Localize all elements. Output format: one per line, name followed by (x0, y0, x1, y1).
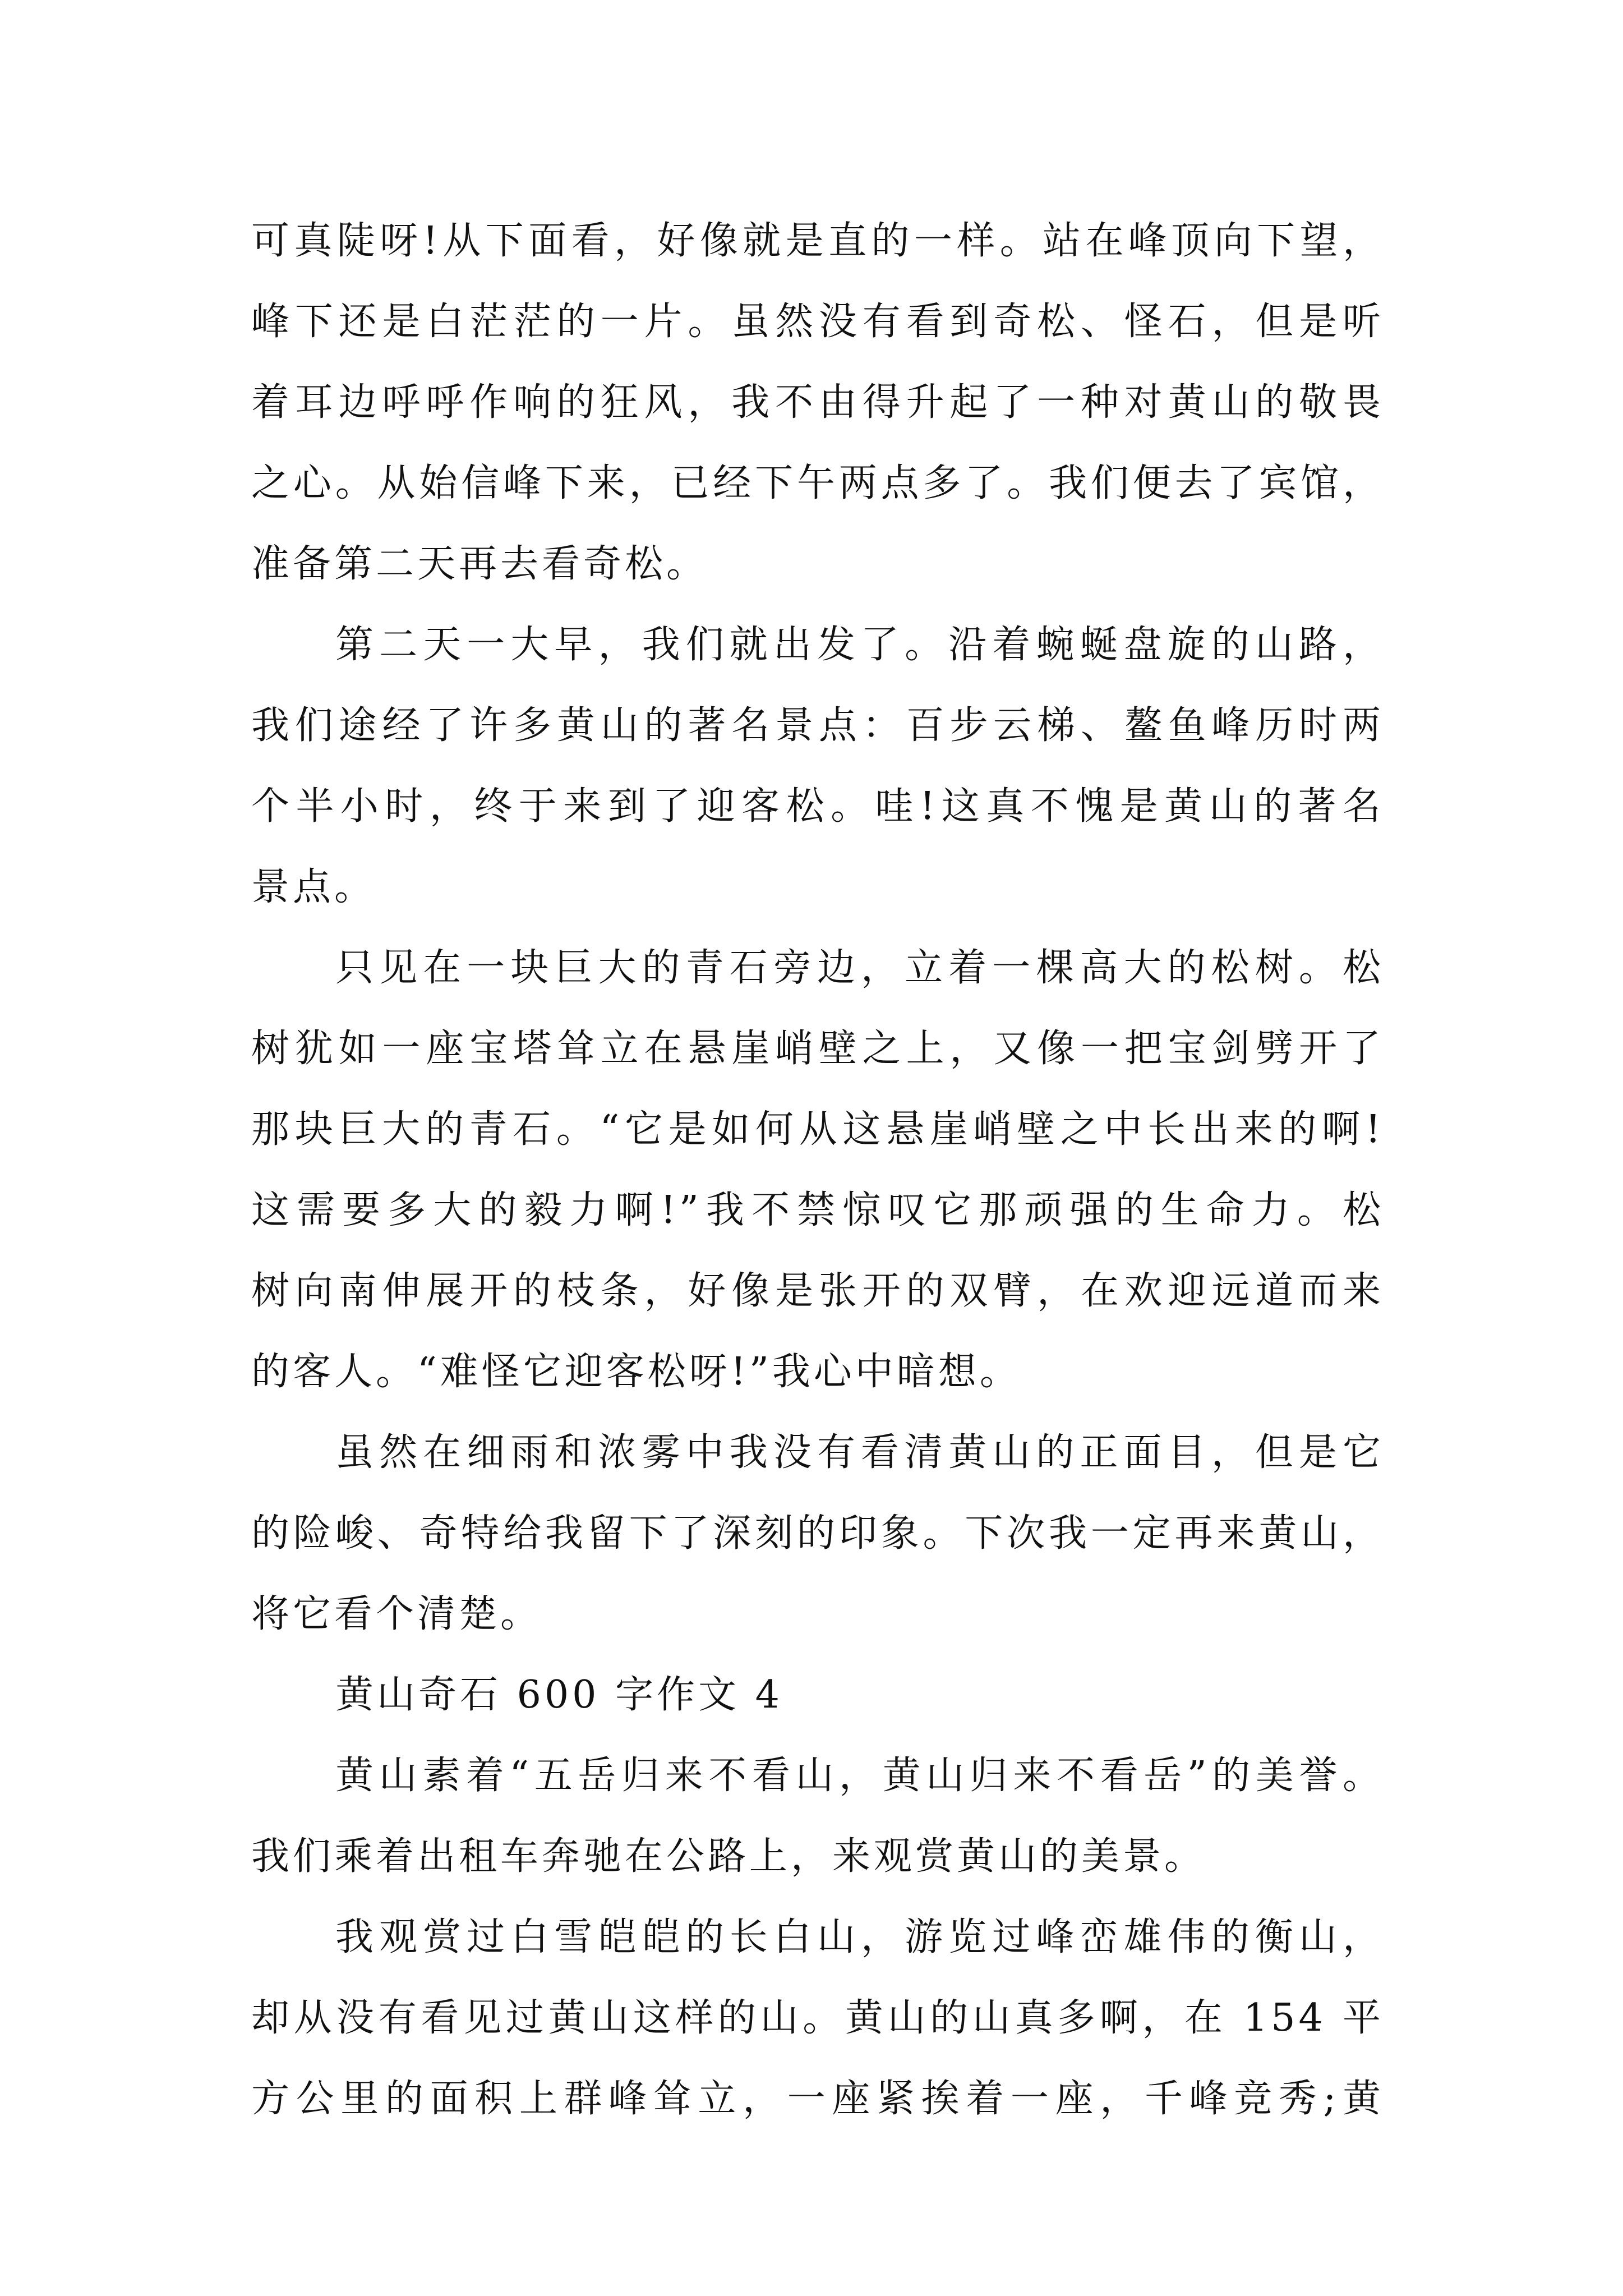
section-heading: 黄山奇石 600 字作文 4 (335, 1673, 783, 1717)
text-line: 将它看个清楚。 (251, 1592, 542, 1636)
text-line: 这需要多大的毅力啊!”我不禁惊叹它那顽强的生命力。松 (251, 1188, 1384, 1232)
document-body (251, 201, 1384, 2139)
text-line: 树向南伸展开的枝条，好像是张开的双臂，在欢迎远道而来 (251, 1269, 1384, 1313)
paragraph-start-line: 只见在一块巨大的青石旁边，立着一棵高大的松树。松 (335, 946, 1384, 990)
text-line: 峰下还是白茫茫的一片。虽然没有看到奇松、怪石，但是听 (251, 300, 1384, 344)
text-line: 可真陡呀!从下面看，好像就是直的一样。站在峰顶向下望， (251, 219, 1384, 263)
text-line: 方公里的面积上群峰耸立，一座紧挨着一座，千峰竞秀;黄 (251, 2077, 1384, 2121)
paragraph-start-line: 我观赏过白雪皑皑的长白山，游览过峰峦雄伟的衡山， (335, 1915, 1384, 1959)
paragraph-start-line: 虽然在细雨和浓雾中我没有看清黄山的正面目，但是它 (335, 1430, 1384, 1475)
text-line: 我们途经了许多黄山的著名景点：百步云梯、鳌鱼峰历时两 (251, 703, 1384, 748)
text-line: 的险峻、奇特给我留下了深刻的印象。下次我一定再来黄山， (251, 1511, 1384, 1556)
text-line: 个半小时，终于来到了迎客松。哇!这真不愧是黄山的著名 (251, 784, 1384, 829)
text-line: 树犹如一座宝塔耸立在悬崖峭壁之上，又像一把宝剑劈开了 (251, 1027, 1384, 1071)
text-line: 景点。 (251, 865, 376, 909)
text-line: 之心。从始信峰下来，已经下午两点多了。我们便去了宾馆， (251, 461, 1384, 505)
text-line: 我们乘着出租车奔驰在公路上，来观赏黄山的美景。 (251, 1834, 1206, 1879)
text-line: 着耳边呼呼作响的狂风，我不由得升起了一种对黄山的敬畏 (251, 380, 1384, 425)
text-line: 那块巨大的青石。“它是如何从这悬崖峭壁之中长出来的啊! (251, 1107, 1384, 1152)
paragraph-start-line: 第二天一大早，我们就出发了。沿着蜿蜒盘旋的山路， (335, 623, 1384, 667)
text-line: 准备第二天再去看奇松。 (251, 542, 708, 586)
text-line: 却从没有看见过黄山这样的山。黄山的山真多啊，在 154 平 (251, 1996, 1384, 2040)
paragraph-start-line: 黄山素着“五岳归来不看山，黄山归来不看岳”的美誉。 (335, 1754, 1384, 1798)
text-line: 的客人。“难怪它迎客松呀!”我心中暗想。 (251, 1350, 1021, 1394)
